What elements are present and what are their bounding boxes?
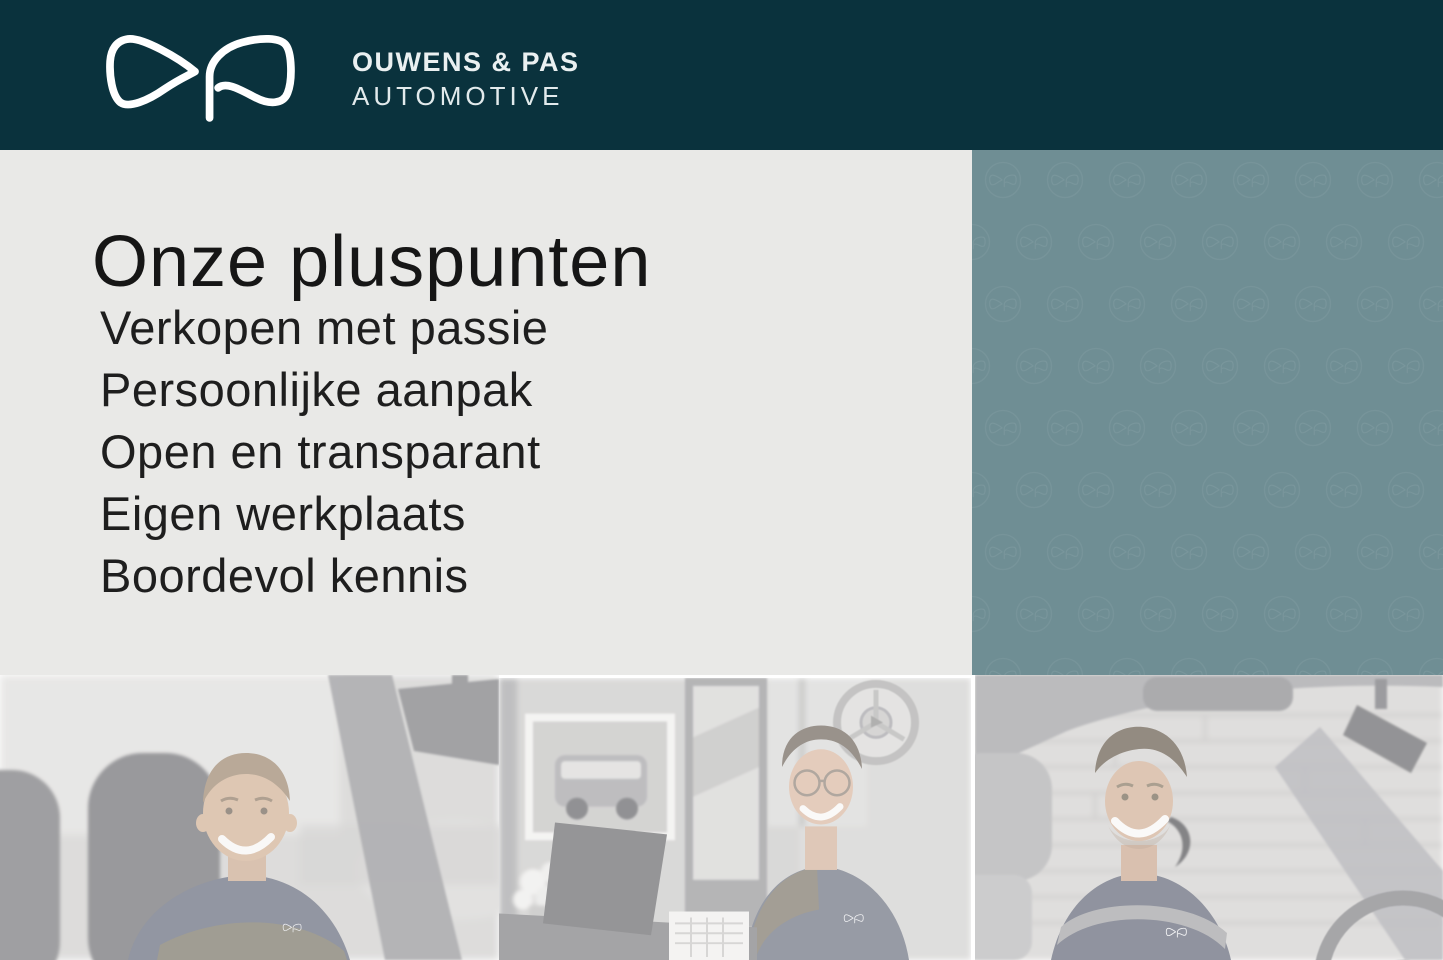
page-title: Onze pluspunten bbox=[92, 222, 652, 303]
photo-salesperson-in-car bbox=[975, 675, 1443, 960]
pluspunten-list bbox=[100, 300, 548, 610]
list-item: Verkopen met passie bbox=[100, 301, 549, 354]
photo-employee-at-desk bbox=[499, 678, 971, 960]
list-item: Open en transparant bbox=[100, 425, 541, 478]
list-item: Eigen werkplaats bbox=[100, 487, 466, 540]
photo-salesperson-in-sportscar bbox=[0, 675, 499, 960]
brand-block bbox=[352, 47, 580, 112]
logo-pattern-panel bbox=[972, 150, 1443, 675]
bowtie-logo-icon bbox=[94, 27, 308, 123]
bowtie-pattern bbox=[972, 150, 1443, 675]
brand-name: OUWENS & PAS bbox=[352, 47, 580, 77]
photo-fade-overlay bbox=[499, 678, 971, 960]
photo-fade-overlay bbox=[0, 675, 499, 960]
brand-subtitle: AUTOMOTIVE bbox=[352, 81, 564, 112]
list-item: Persoonlijke aanpak bbox=[100, 363, 533, 416]
photo-strip bbox=[0, 675, 1443, 960]
photo-fade-overlay bbox=[975, 675, 1443, 960]
list-item: Boordevol kennis bbox=[100, 549, 469, 602]
header-bar bbox=[0, 0, 1443, 150]
